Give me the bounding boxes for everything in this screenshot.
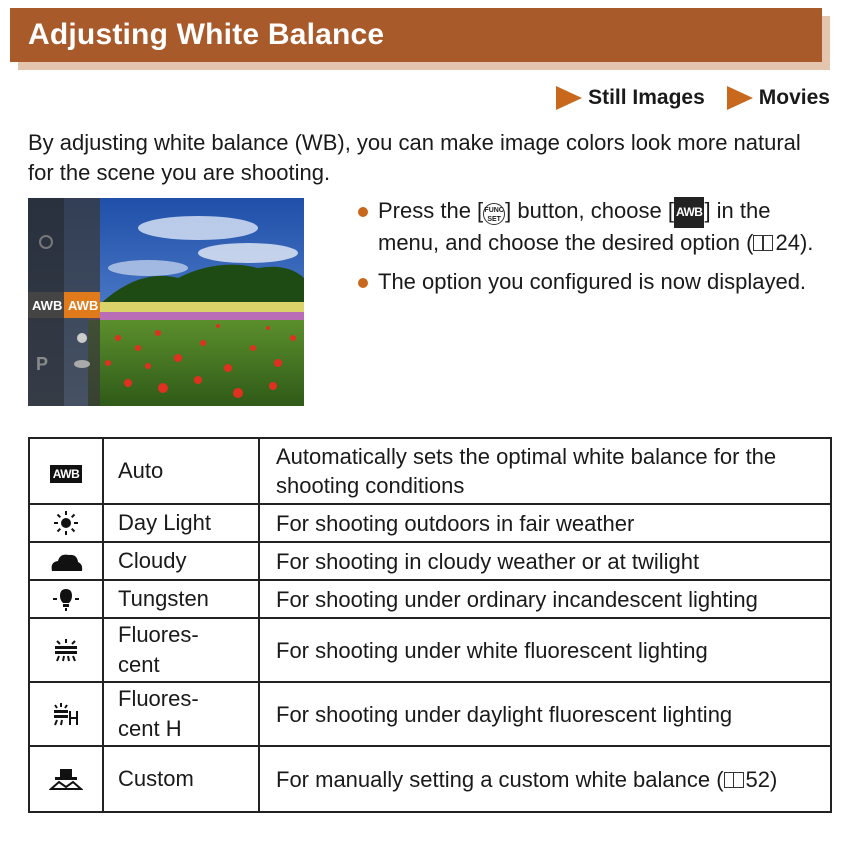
option-description: For shooting under daylight fluorescent lighting: [259, 682, 831, 746]
mode-movies: [727, 86, 830, 110]
option-name: Day Light: [103, 504, 259, 542]
fluorescent-h-icon: [53, 702, 79, 726]
triangle-icon: [556, 86, 582, 110]
option-description: For shooting in cloudy weather or at twilight: [259, 542, 831, 580]
custom-wb-icon: [49, 767, 83, 791]
mode-still-images: [556, 86, 705, 110]
landscape-image: [28, 198, 304, 406]
option-name: Auto: [103, 438, 259, 504]
option-description: Automatically sets the optimal white balance for the shooting conditions: [259, 438, 831, 504]
option-name: Fluores- cent: [103, 618, 259, 682]
camera-screen-photo: [28, 198, 304, 406]
table-row: [29, 542, 831, 580]
option-description: For manually setting a custom white balance ( 52): [259, 746, 831, 812]
section-header: [10, 8, 822, 62]
instruction-item: The option you configured is now displayed.: [356, 267, 826, 296]
white-balance-table: [28, 437, 832, 813]
page-title: Adjusting White Balance: [28, 18, 385, 51]
option-name: Fluores- cent H: [103, 682, 259, 746]
mode-indicators: [534, 86, 830, 110]
svg-text:AWB: AWB: [68, 298, 99, 313]
table-row: [29, 618, 831, 682]
table-row: [29, 682, 831, 746]
table-row: [29, 504, 831, 542]
bulb-icon: [52, 586, 80, 612]
option-name: Tungsten: [103, 580, 259, 618]
option-name: Cloudy: [103, 542, 259, 580]
intro-paragraph: By adjusting white balance (WB), you can make image colors look more natural for the scene you are shooting.: [28, 130, 801, 185]
svg-text:P: P: [36, 354, 49, 374]
awb-icon: AWB: [29, 438, 103, 504]
option-description: For shooting under ordinary incandescent lighting: [259, 580, 831, 618]
instruction-item: Press the [FUNC SET ] button, choose [ AWB] in the menu, and choose the desired option ( 24).: [356, 196, 826, 257]
instruction-list: [356, 196, 826, 306]
option-name: Custom: [103, 746, 259, 812]
mode-label: Movies: [758, 86, 830, 109]
table-row: [29, 580, 831, 618]
book-icon: [753, 235, 773, 251]
book-icon: [724, 772, 744, 788]
cloud-icon: [49, 550, 83, 572]
func-set-button-icon: FUNC SET: [483, 203, 505, 225]
awb-icon: AWB: [674, 197, 705, 228]
option-description: For shooting outdoors in fair weather: [259, 504, 831, 542]
table-row: [29, 746, 831, 812]
option-description: For shooting under white fluorescent lighting: [259, 618, 831, 682]
table-row: [29, 438, 831, 504]
triangle-icon: [727, 86, 753, 110]
svg-text:AWB: AWB: [32, 298, 63, 313]
mode-label: Still Images: [588, 86, 705, 109]
sun-icon: [53, 510, 79, 536]
fluorescent-icon: [53, 638, 79, 662]
